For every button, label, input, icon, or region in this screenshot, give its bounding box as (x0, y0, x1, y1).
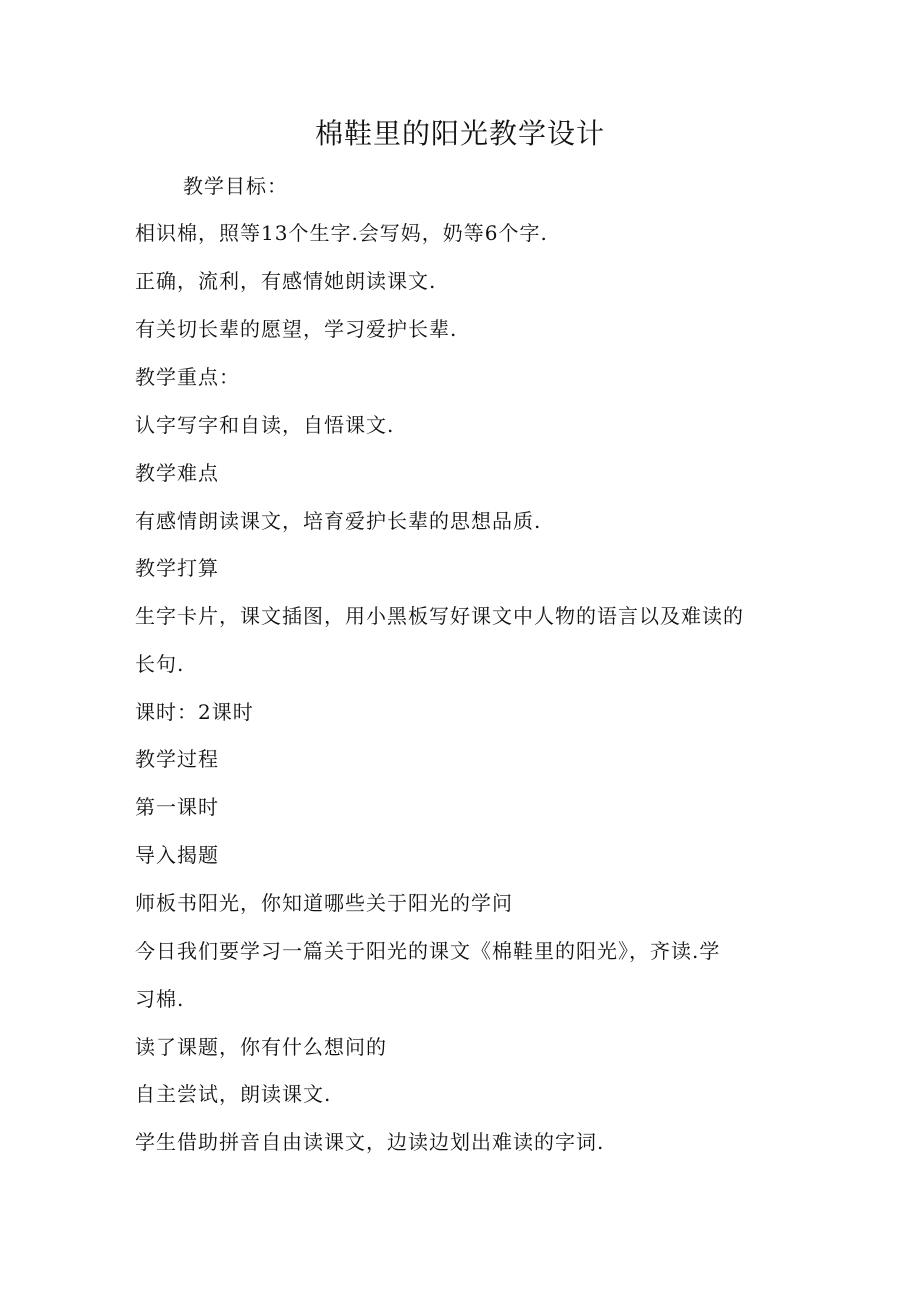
key-points-line: 认字写字和自读，自悟课文. (135, 413, 395, 437)
process-line-5: 自主尝试，朗读课文. (135, 1082, 332, 1106)
section-heading-difficulties: 教学难点 (135, 461, 219, 485)
section-heading-key-points: 教学重点： (135, 365, 240, 389)
class-hours-line: 课时：2课时 (135, 700, 254, 724)
section-heading-preparation: 教学打算 (135, 556, 219, 580)
intro-heading: 导入揭题 (135, 843, 219, 867)
difficulties-line: 有感情朗读课文，培育爱护长辈的思想品质. (135, 509, 542, 533)
first-lesson-heading: 第一课时 (135, 795, 219, 819)
preparation-line-1: 生字卡片，课文插图，用小黑板写好课文中人物的语言以及难读的 (135, 604, 744, 628)
section-heading-process: 教学过程 (135, 747, 219, 771)
process-line-1: 师板书阳光，你知道哪些关于阳光的学问 (135, 891, 513, 915)
process-line-6: 学生借助拼音自由读课文，边读边划出难读的字词. (135, 1130, 605, 1154)
process-line-4: 读了课题，你有什么想问的 (135, 1035, 387, 1059)
preparation-line-2: 长句. (135, 652, 185, 676)
objective-line-2: 正确，流利，有感情她朗读课文. (135, 269, 437, 293)
section-heading-objectives: 教学目标： (183, 174, 288, 198)
objective-line-3: 有关切长辈的愿望，学习爱护长辈. (135, 317, 458, 341)
document-title: 棉鞋里的阳光教学设计 (314, 117, 605, 150)
process-line-3: 习棉. (135, 987, 185, 1011)
process-line-2: 今日我们要学习一篇关于阳光的课文《棉鞋里的阳光》，齐读.学 (135, 939, 721, 963)
objective-line-1: 相识棉，照等13个生字.会写妈，奶等6个字. (135, 221, 548, 245)
